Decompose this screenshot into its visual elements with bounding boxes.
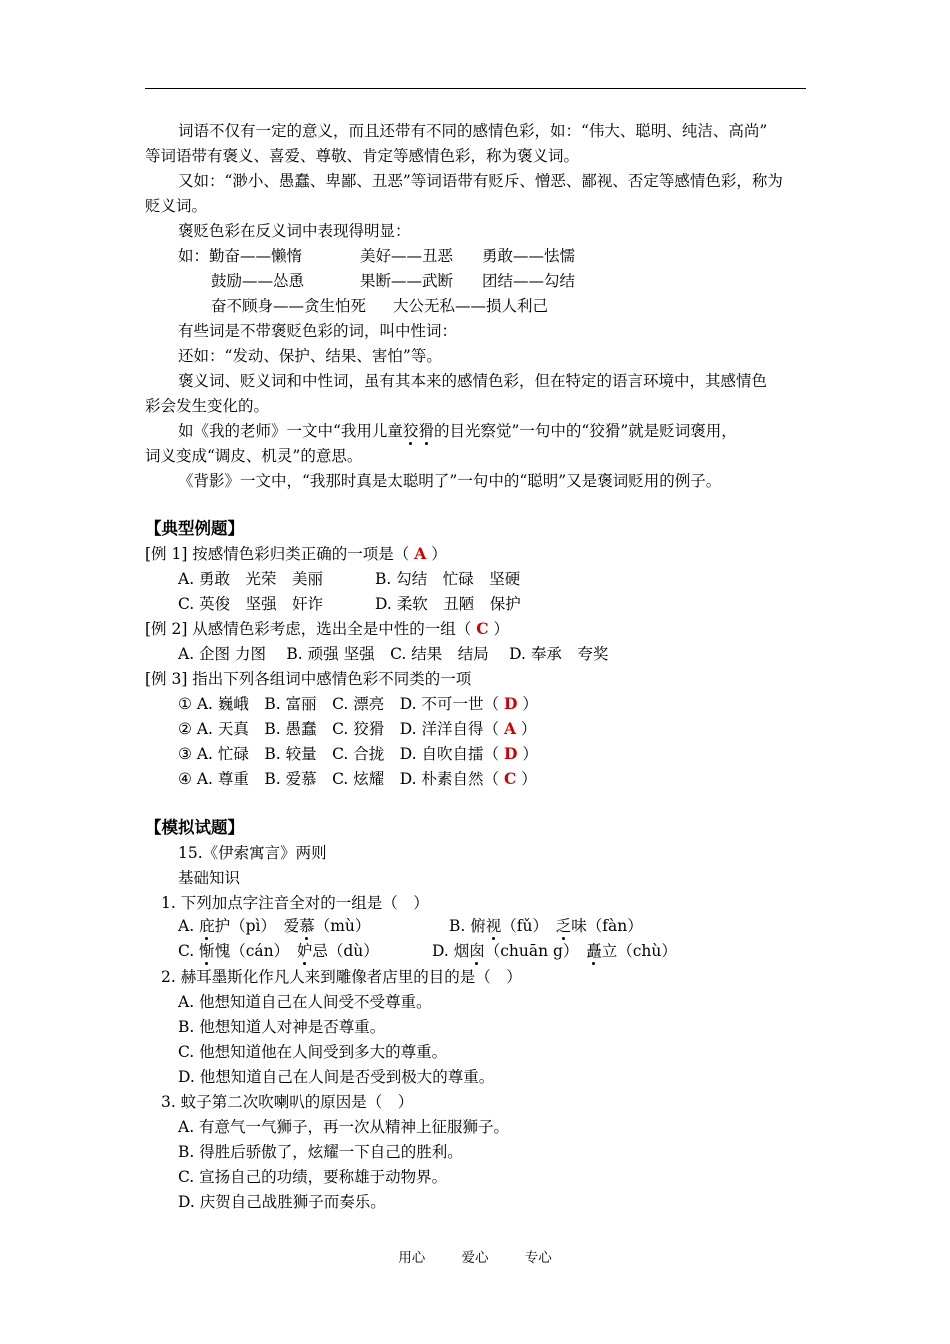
answer-mark: A — [414, 544, 427, 563]
item-text: ① A. 巍峨 B. 富丽 C. 漂亮 D. 不可一世（ — [178, 695, 500, 713]
question-text: [例 2] 从感情色彩考虑，选出全是中性的一组（ — [145, 620, 472, 638]
example-2-question — [145, 619, 509, 639]
example-1-option-d: D. 柔软 丑陋 保护 — [375, 595, 521, 613]
text-run: C. — [178, 942, 200, 960]
dotted-character: 庇 — [199, 917, 215, 935]
intro-paragraph-2-line-1: 又如：“渺小、愚蠢、卑鄙、丑恶”等词语带有贬斥、憎恶、鄙视、否定等感情色彩，称为 — [178, 172, 783, 190]
section-subtitle: 基础知识 — [178, 869, 241, 887]
footer-word: 专心 — [524, 1250, 552, 1266]
question-text: [例 1] 按感情色彩归类正确的一项是（ — [145, 545, 410, 563]
question-2-option: B. 他想知道人对神是否尊重。 — [178, 1018, 386, 1036]
antonym-pair: 勇敢——怯懦 — [482, 247, 576, 265]
bracket: ） — [521, 770, 537, 788]
footer-word: 爱心 — [461, 1250, 489, 1266]
intro-paragraph-8: 《背影》一文中，“我那时真是太聪明了”一句中的“聪明”又是褒词贬用的例子。 — [178, 472, 722, 490]
question-2-stem: 2. 赫耳墨斯化作凡人来到雕像者店里的目的是（ ） — [161, 968, 522, 986]
example-1-option-a: A. 勇敢 光荣 美丽 — [178, 570, 324, 588]
question-1-option-a — [178, 916, 370, 936]
antonym-pair: 团结——勾结 — [482, 272, 576, 290]
page-footer — [0, 1249, 950, 1267]
antonym-pair: 如：勤奋——懒惰 — [178, 247, 303, 265]
dotted-character: 乏 — [555, 917, 572, 935]
question-3-option: A. 有意气一气狮子，再一次从精神上征服狮子。 — [178, 1118, 510, 1136]
dotted-character: 囱 — [469, 942, 485, 960]
item-text: ③ A. 忙碌 B. 较量 C. 合拢 D. 自吹自擂（ — [178, 745, 500, 763]
example-3-item — [178, 719, 536, 739]
question-1-stem: 1. 下列加点字注音全对的一组是（ ） — [161, 894, 429, 912]
intro-paragraph-4: 有些词是不带褒贬色彩的词，叫中性词： — [178, 322, 458, 340]
example-1-question — [145, 544, 447, 564]
text-run: 的目光察觉”一句中的“狡猾”就是贬词褒用， — [433, 422, 737, 440]
example-3-question: [例 3] 指出下列各组词中感情色彩不同类的一项 — [145, 670, 472, 688]
intro-paragraph-5: 还如：“发动、保护、结果、害怕”等。 — [178, 347, 442, 365]
question-3-option: D. 庆贺自己战胜狮子而奏乐。 — [178, 1193, 386, 1211]
answer-mark: C — [503, 769, 517, 788]
text-run: 味（fàn） — [571, 917, 643, 935]
intro-paragraph-2-line-2: 贬义词。 — [145, 197, 208, 215]
text-run: D. 烟 — [432, 942, 470, 960]
dotted-character: 狡 — [402, 422, 419, 440]
example-1-option-c: C. 英俊 坚强 奸诈 — [178, 595, 324, 613]
bracket: ） — [520, 720, 537, 738]
text-run: （fǔ） — [501, 917, 556, 935]
intro-paragraph-3: 褒贬色彩在反义词中表现得明显： — [178, 222, 411, 240]
question-2-option: C. 他想知道他在人间受到多大的尊重。 — [178, 1043, 448, 1061]
intro-paragraph-6-line-2: 彩会发生变化的。 — [145, 397, 270, 415]
examples-heading: 【典型例题】 — [145, 519, 244, 538]
dotted-character: 妒 — [296, 942, 313, 960]
lesson-title: 15.《伊索寓言》两则 — [178, 844, 327, 862]
mock-heading: 【模拟试题】 — [145, 818, 244, 837]
text-run: 忌（dù） — [312, 942, 379, 960]
question-1-option-b — [449, 916, 643, 936]
text-run: 愧（cán） — [214, 942, 297, 960]
antonym-pair: 鼓励——怂恿 — [211, 272, 305, 290]
answer-mark: D — [503, 744, 518, 763]
question-2-option: D. 他想知道自己在人间是否受到极大的尊重。 — [178, 1068, 495, 1086]
intro-paragraph-1-line-1: 词语不仅有一定的意义，而且还带有不同的感情色彩，如：“伟大、聪明、纯洁、高尚” — [178, 122, 768, 140]
text-run: 立（chù） — [601, 942, 677, 960]
answer-mark: D — [503, 694, 518, 713]
text-run: （mù） — [314, 917, 371, 935]
example-3-item — [178, 694, 538, 714]
question-1-option-c — [178, 941, 379, 961]
question-3-option: C. 宣扬自己的功绩，要称雄于动物界。 — [178, 1168, 448, 1186]
dotted-character: 视 — [485, 917, 502, 935]
dotted-character: 猾 — [418, 422, 434, 440]
example-2-options: A. 企图 力图 B. 顽强 坚强 C. 结果 结局 D. 奉承 夸奖 — [178, 645, 609, 663]
question-2-option: A. 他想知道自己在人间受不受尊重。 — [178, 993, 432, 1011]
dotted-character: 矗 — [586, 942, 602, 960]
antonym-pair: 果断——武断 — [360, 272, 454, 290]
answer-mark: A — [503, 719, 516, 738]
bracket: ） — [431, 545, 447, 563]
intro-paragraph-1-line-2: 等词语带有褒义、喜爱、尊敬、肯定等感情色彩，称为褒义词。 — [145, 147, 580, 165]
footer-word: 用心 — [398, 1250, 426, 1266]
bracket: ） — [522, 695, 538, 713]
example-3-item — [178, 769, 537, 789]
intro-paragraph-6-line-1: 褒义词、贬义词和中性词，虽有其本来的感情色彩，但在特定的语言环境中，其感情色 — [178, 372, 768, 390]
item-text: ② A. 天真 B. 愚蠢 C. 狡猾 D. 洋洋自得（ — [178, 720, 500, 738]
example-1-option-b: B. 勾结 忙碌 坚硬 — [375, 570, 521, 588]
question-1-option-d — [432, 941, 677, 961]
question-3-option: B. 得胜后骄傲了，炫耀一下自己的胜利。 — [178, 1143, 463, 1161]
dotted-character: 惭 — [199, 942, 215, 960]
intro-paragraph-7-line-2: 词义变成“调皮、机灵”的意思。 — [145, 447, 363, 465]
text-run: A. — [178, 917, 200, 935]
antonym-pair: 奋不顾身——贪生怕死 — [211, 297, 367, 315]
antonym-pair: 美好——丑恶 — [360, 247, 454, 265]
item-text: ④ A. 尊重 B. 爱慕 C. 炫耀 D. 朴素自然（ — [178, 770, 500, 788]
text-run: 如《我的老师》一文中“我用儿童 — [178, 422, 403, 440]
text-run: B. 俯 — [449, 917, 486, 935]
answer-mark: C — [476, 619, 489, 638]
header-rule — [145, 88, 806, 89]
dotted-character: 慕 — [299, 917, 315, 935]
text-run: 护（pì） 爱 — [214, 917, 300, 935]
antonym-pair: 大公无私——损人利己 — [393, 297, 549, 315]
intro-paragraph-7-line-1 — [178, 421, 737, 441]
bracket: ） — [522, 745, 538, 763]
example-3-item — [178, 744, 538, 764]
bracket: ） — [493, 620, 510, 638]
text-run: （chuān g） — [484, 942, 587, 960]
question-3-stem: 3. 蚊子第二次吹喇叭的原因是（ ） — [161, 1093, 414, 1111]
